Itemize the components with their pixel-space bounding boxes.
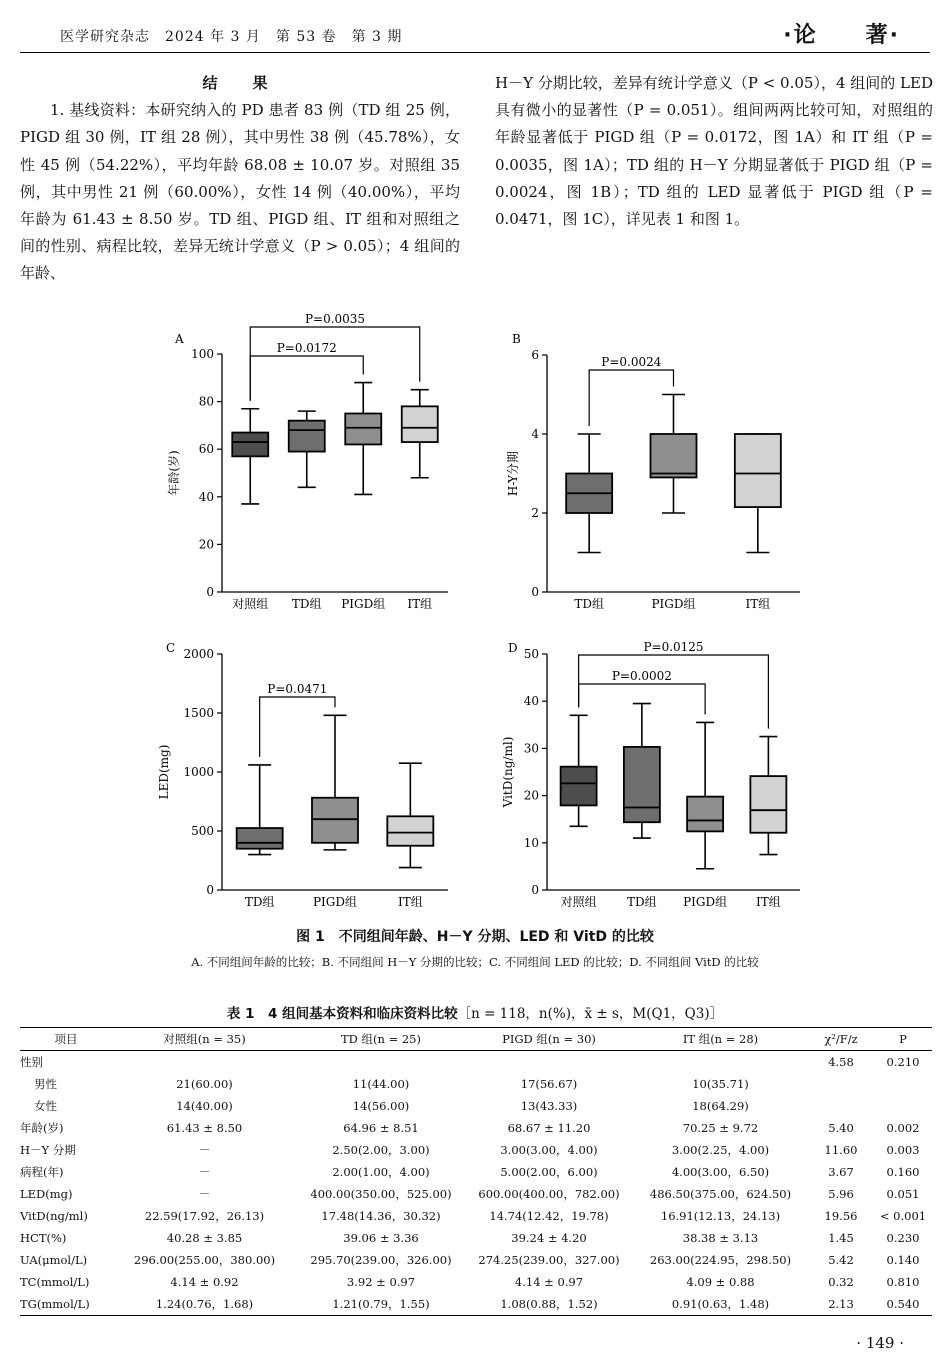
panel-label: C [166, 641, 176, 655]
table-cell: 2.50(2.00，3.00) [332, 1143, 430, 1157]
table-cell: 0.91(0.63，1.48) [633, 1293, 808, 1316]
box [624, 747, 660, 822]
table-cell: 4.58 [828, 1055, 854, 1069]
figure-caption: 图 1 不同组间年龄、H－Y 分期、LED 和 VitD 的比较 [296, 929, 654, 945]
y-tick-label: 4 [531, 427, 539, 441]
y-tick-label: 0 [206, 585, 214, 599]
table-caption-title: 表 1 4 组间基本资料和临床资料比较 [226, 1006, 458, 1022]
table-cell: 5.42 [828, 1253, 854, 1267]
table-cell: 0.160 [886, 1165, 920, 1179]
table-cell: 13(43.33) [520, 1099, 578, 1113]
table-cell: 38.38 ± 3.13 [682, 1231, 759, 1245]
table-cell: 5.96 [828, 1187, 854, 1201]
y-axis-label: VitD(ng/ml) [501, 736, 515, 808]
box [387, 816, 433, 845]
y-tick-label: 40 [198, 489, 214, 504]
table-cell: 1.24(0.76，1.68) [112, 1293, 297, 1316]
panel-d-chart [501, 640, 800, 909]
p-value-label: P=0.0024 [601, 355, 662, 369]
table-row [20, 1117, 932, 1139]
table-cell: 64.96 ± 8.51 [343, 1121, 419, 1135]
box [750, 776, 786, 833]
table-cell: 2.13 [808, 1293, 874, 1316]
row-label: TC(mmol/L) [20, 1275, 90, 1289]
panel-b-chart [505, 332, 800, 611]
box [237, 828, 283, 849]
table-cell: 18(64.29) [692, 1099, 749, 1113]
x-tick-label: PIGD组 [341, 597, 386, 611]
table-cell: 11(44.00) [352, 1077, 410, 1091]
box [232, 433, 268, 457]
y-tick-label: 20 [198, 537, 214, 552]
journal-header: 医学研究杂志 2024 年 3 月 第 53 卷 第 3 期 [60, 29, 403, 45]
table-cell: 21(60.00) [176, 1077, 233, 1091]
table-cell: 39.06 ± 3.36 [343, 1231, 419, 1245]
box [312, 798, 358, 843]
results-paragraph-right: H－Y 分期比较，差异有统计学意义（P < 0.05），4 组间的 LED 具有微小的显著性（P = 0.051）。组间两两比较可知，对照组的年龄显著低于 PIGD 组（P = 0.0172，图 1A）和 IT 组（P = 0.0035，图 1A）；TD 组的 H－Y 分期显著低于 PIGD 组（P = 0.0024，图 1B）；TD 组的 LED 显著低于 PIGD 组（P = 0.0471，图 1C），详见表 1 和图 1。 [495, 74, 933, 229]
panel-label: D [508, 641, 518, 655]
box [561, 767, 597, 806]
significance-bracket [260, 697, 335, 757]
table-cell: 16.91(12.13，24.13) [660, 1209, 781, 1223]
x-tick-label: IT组 [756, 895, 781, 909]
panel-c-chart [157, 641, 448, 909]
row-label: 病程(年) [20, 1165, 64, 1179]
table-cell: 3.92 ± 0.97 [346, 1275, 416, 1289]
table-row [20, 1161, 932, 1183]
results-paragraph-left: 1. 基线资料：本研究纳入的 PD 患者 83 例（TD 组 25 例，PIGD 组 30 例，IT 组 28 例），其中男性 38 例（45.78%），女性 45 例（54.22%），平均年龄 68.08 ± 10.07 岁。对照组 35 例，其中男性 21 例（60.00%），女性 14 例（40.00%），平均年龄为 61.43 ± 8.50 岁。TD 组、PIGD 组、IT 组和对照组之间的性别、病程比较，差异无统计学意义（P > 0.05）；4 组间的年龄、 [20, 101, 460, 283]
y-tick-label: 2 [531, 506, 539, 520]
row-label: 男性 [34, 1077, 57, 1091]
table-header-row [20, 1028, 932, 1051]
table-cell: 0.051 [886, 1187, 920, 1201]
table-body [20, 1051, 932, 1316]
table-row [20, 1139, 932, 1161]
table-cell: 39.24 ± 4.20 [511, 1231, 587, 1245]
table-cell: 11.60 [824, 1143, 858, 1157]
table-cell [874, 1073, 932, 1095]
row-label: LED(mg) [20, 1187, 73, 1201]
table-row [20, 1271, 932, 1293]
table-cell: 0.002 [886, 1121, 920, 1135]
table-cell: 4.09 ± 0.88 [686, 1275, 755, 1289]
table-row [20, 1293, 932, 1316]
table-cell: 5.40 [828, 1121, 854, 1135]
row-label: TG(mmol/L) [20, 1293, 112, 1316]
table-cell: 0.810 [886, 1275, 920, 1289]
table-caption-notes: ［n = 118，n(%)，x̄ ± s，M(Q1，Q3)］ [457, 1006, 724, 1022]
table-cell: < 0.001 [879, 1209, 927, 1223]
y-tick-label: 30 [523, 741, 539, 756]
table-cell: 263.00(224.95，298.50) [649, 1253, 792, 1267]
table-header-cell: PIGD 组(n = 30) [465, 1028, 633, 1051]
box [651, 434, 697, 477]
x-tick-label: IT组 [407, 597, 433, 611]
table-cell: 0.540 [874, 1293, 932, 1316]
table-cell [297, 1051, 465, 1074]
figure-subcaption: A. 不同组间年龄的比较；B. 不同组间 H－Y 分期的比较；C. 不同组间 LED 的比较；D. 不同组间 VitD 的比较 [191, 955, 759, 969]
table-cell: 0.003 [886, 1143, 920, 1157]
significance-bracket [250, 327, 420, 401]
table-cell: 1.08(0.88，1.52) [465, 1293, 633, 1316]
y-tick-label: 10 [523, 835, 539, 850]
clinical-data-table [20, 1027, 932, 1316]
table-cell [874, 1095, 932, 1117]
y-tick-label: 80 [198, 394, 214, 409]
table-cell: － [198, 1143, 211, 1157]
table-cell: 0.140 [886, 1253, 920, 1267]
table-row [20, 1095, 932, 1117]
table-row [20, 1073, 932, 1095]
row-label: VitD(ng/ml) [20, 1209, 88, 1223]
panel-a-chart [166, 312, 448, 611]
table-cell: 0.230 [886, 1231, 920, 1245]
x-tick-label: TD组 [627, 895, 657, 909]
table-cell: 19.56 [824, 1209, 858, 1223]
x-tick-label: TD组 [244, 895, 275, 909]
table-row [20, 1249, 932, 1271]
row-label: H－Y 分期 [20, 1143, 76, 1157]
y-tick-label: 6 [531, 348, 539, 362]
table-cell: 68.67 ± 11.20 [507, 1121, 591, 1135]
table-cell: 61.43 ± 8.50 [166, 1121, 243, 1135]
table-cell: 1.45 [828, 1231, 854, 1245]
table-row [20, 1205, 932, 1227]
y-tick-label: 60 [198, 442, 214, 457]
x-tick-label: 对照组 [560, 895, 597, 909]
table-cell: 1.21(0.79，1.55) [297, 1293, 465, 1316]
row-label: HCT(%) [20, 1231, 67, 1245]
row-label: 性别 [20, 1055, 43, 1069]
box [289, 421, 325, 452]
table-cell: 4.14 ± 0.97 [514, 1275, 584, 1289]
y-tick-label: 1500 [183, 706, 214, 720]
table-cell: 40.28 ± 3.85 [166, 1231, 243, 1245]
box [402, 406, 438, 442]
table-cell: 22.59(17.92，26.13) [144, 1209, 265, 1223]
table-header-cell: P [874, 1028, 932, 1051]
y-tick-label: 40 [523, 694, 539, 709]
table-cell: 3.00(3.00，4.00) [500, 1143, 598, 1157]
table-cell: 10(35.71) [692, 1077, 749, 1091]
table-cell: 400.00(350.00，525.00) [310, 1187, 452, 1201]
table-header-cell: 对照组(n = 35) [112, 1028, 297, 1051]
y-tick-label: 20 [523, 788, 539, 803]
table-cell: 17(56.67) [520, 1077, 578, 1091]
table-cell: 3.67 [828, 1165, 854, 1179]
table-caption [0, 1002, 950, 1022]
p-value-label: P=0.0471 [267, 682, 328, 696]
y-tick-label: 0 [531, 585, 539, 599]
table-cell: 17.48(14.36，30.32) [321, 1209, 441, 1223]
table-cell [808, 1095, 874, 1117]
table-cell: － [198, 1165, 211, 1179]
table-header-cell: IT 组(n = 28) [633, 1028, 808, 1051]
x-tick-label: IT组 [745, 597, 771, 611]
table-cell: 4.14 ± 0.92 [170, 1275, 239, 1289]
y-tick-label: 100 [191, 347, 214, 361]
box [687, 797, 723, 832]
table-header-cell: TD 组(n = 25) [297, 1028, 465, 1051]
table-cell: 600.00(400.00，782.00) [478, 1187, 620, 1201]
table-row [20, 1227, 932, 1249]
table-cell: 70.25 ± 9.72 [682, 1121, 759, 1135]
page-number: · 149 · [856, 1334, 904, 1352]
y-axis-label: 年龄(岁) [167, 450, 181, 496]
y-axis-label: H-Y分期 [506, 450, 520, 497]
panel-label: B [512, 332, 521, 346]
table-cell: 5.00(2.00，6.00) [500, 1165, 598, 1179]
box [735, 434, 781, 507]
p-value-label: P=0.0002 [611, 669, 672, 683]
p-value-label: P=0.0172 [276, 341, 337, 355]
table-cell: 486.50(375.00，624.50) [649, 1187, 792, 1201]
p-value-label: P=0.0035 [304, 312, 366, 326]
table-cell [633, 1051, 808, 1074]
table-cell: 296.00(255.00，380.00) [133, 1253, 276, 1267]
p-value-label: P=0.0125 [643, 640, 704, 654]
table-cell: － [198, 1187, 211, 1201]
y-tick-label: 2000 [183, 647, 214, 661]
table-cell: 295.70(239.00，326.00) [310, 1253, 452, 1267]
table-cell: 2.00(1.00，4.00) [332, 1165, 430, 1179]
table-cell: 0.210 [886, 1055, 920, 1069]
panel-label: A [175, 332, 184, 346]
y-tick-label: 500 [191, 824, 214, 838]
table-cell: 274.25(239.00，327.00) [478, 1253, 620, 1267]
table-header-cell: χ²/F/z [808, 1028, 874, 1051]
x-tick-label: TD组 [291, 597, 322, 611]
table-cell: 0.32 [828, 1275, 854, 1289]
table-cell: 14.74(12.42，19.78) [489, 1209, 609, 1223]
x-tick-label: 对照组 [232, 597, 269, 611]
box [345, 414, 381, 445]
section-label: ·论 著· [783, 23, 900, 48]
y-axis-label: LED(mg) [157, 744, 171, 800]
x-tick-label: PIGD组 [683, 895, 728, 909]
x-tick-label: PIGD组 [651, 597, 696, 611]
y-tick-label: 0 [531, 883, 539, 897]
x-tick-label: IT组 [397, 895, 423, 909]
y-tick-label: 0 [206, 883, 214, 897]
x-tick-label: PIGD组 [312, 895, 358, 909]
table-header-cell: 项目 [20, 1028, 112, 1051]
significance-bracket [579, 655, 769, 729]
table-cell [465, 1051, 633, 1074]
table-cell: 14(56.00) [352, 1099, 410, 1113]
table-cell [808, 1073, 874, 1095]
y-tick-label: 1000 [183, 765, 214, 779]
row-label: 年龄(岁) [20, 1121, 64, 1135]
table-row [20, 1051, 932, 1074]
x-tick-label: TD组 [574, 597, 604, 611]
significance-bracket [589, 370, 673, 426]
table-cell: 14(40.00) [176, 1099, 233, 1113]
table-cell: 3.00(2.25，4.00) [671, 1143, 770, 1157]
table-row [20, 1183, 932, 1205]
row-label: 女性 [34, 1099, 57, 1113]
row-label: UA(μmol/L) [20, 1253, 88, 1267]
y-tick-label: 50 [523, 647, 539, 661]
table-cell [112, 1051, 297, 1074]
table-cell: 4.00(3.00，6.50) [671, 1165, 770, 1179]
section-title: 结 果 [202, 74, 278, 92]
significance-bracket [250, 356, 363, 401]
